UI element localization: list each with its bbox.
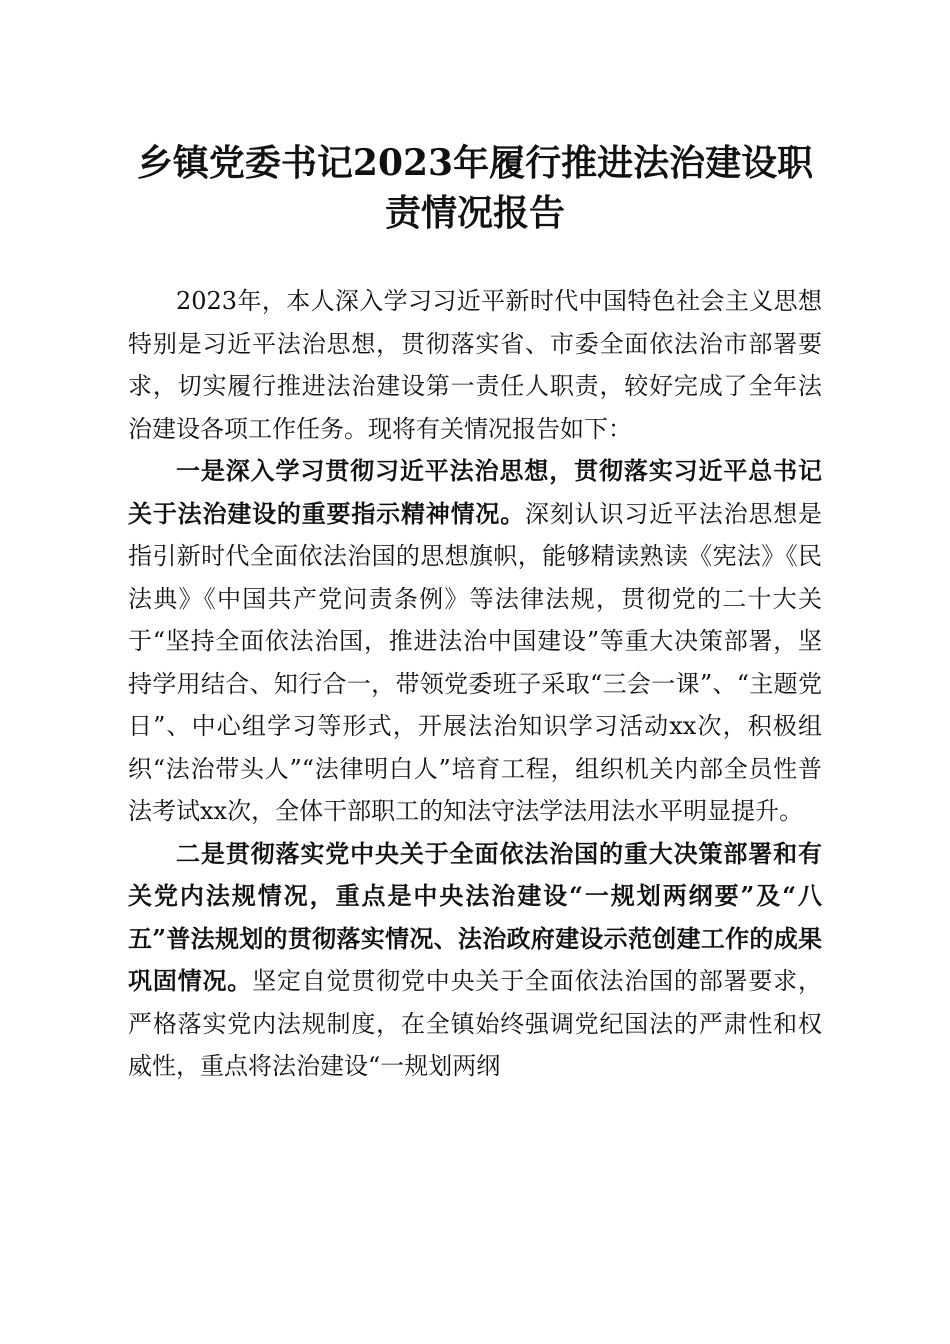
section-2-text: 坚定自觉贯彻党中央关于全面依法治国的部署要求，严格落实党内法规制度，在全镇始终强调党纪国法的严肃性和权威性，重点将法治建设“一规划两纲 — [128, 967, 823, 1080]
intro-paragraph: 2023年，本人深入学习习近平新时代中国特色社会主义思想特别是习近平法治思想，贯彻落实省、市委全面依法治市部署要求，切实履行推进法治建设第一责任人职责，较好完成了全年法治建设各项工作任务。现将有关情况报告如下： — [128, 287, 822, 443]
section-1-text: 深刻认识习近平法治思想是指引新时代全面依法治国的思想旗帜，能够精读熟读《宪法》《民法典》《中国共产党问责条例》等法律法规，贯彻党的二十大关于“坚持全面依法治国，推进法治中国建设”等重大决策部署，坚持学用结合、知行合一，带领党委班子采取“三会一课”、“主题党日”、中心组学习等形式，开展法治知识学习活动xx次，积极组织“法治带头人”“法律明白人”培育工程，组织机关内部全员性普法考试xx次，全体干部职工的知法守法学法用法水平明显提升。 — [128, 499, 823, 825]
section-1-lead: 一是深入学习贯彻习近平法治思想，贯彻落实习近平总书记关于法治建设的重要指示精神情况。 — [128, 456, 822, 528]
section-2-paragraph — [128, 833, 822, 1088]
document-title: 乡镇党委书记2023年履行推进法治建设职责情况报告 — [136, 142, 814, 234]
document-body — [128, 280, 822, 1088]
section-2-lead: 二是贯彻落实党中央关于全面依法治国的重大决策部署和有关党内法规情况，重点是中央法治建设“一规划两纲要”及“八五”普法规划的贯彻落实情况、法治政府建设示范创建工作的成果巩固情况。 — [128, 838, 822, 995]
section-1-paragraph — [128, 450, 822, 833]
